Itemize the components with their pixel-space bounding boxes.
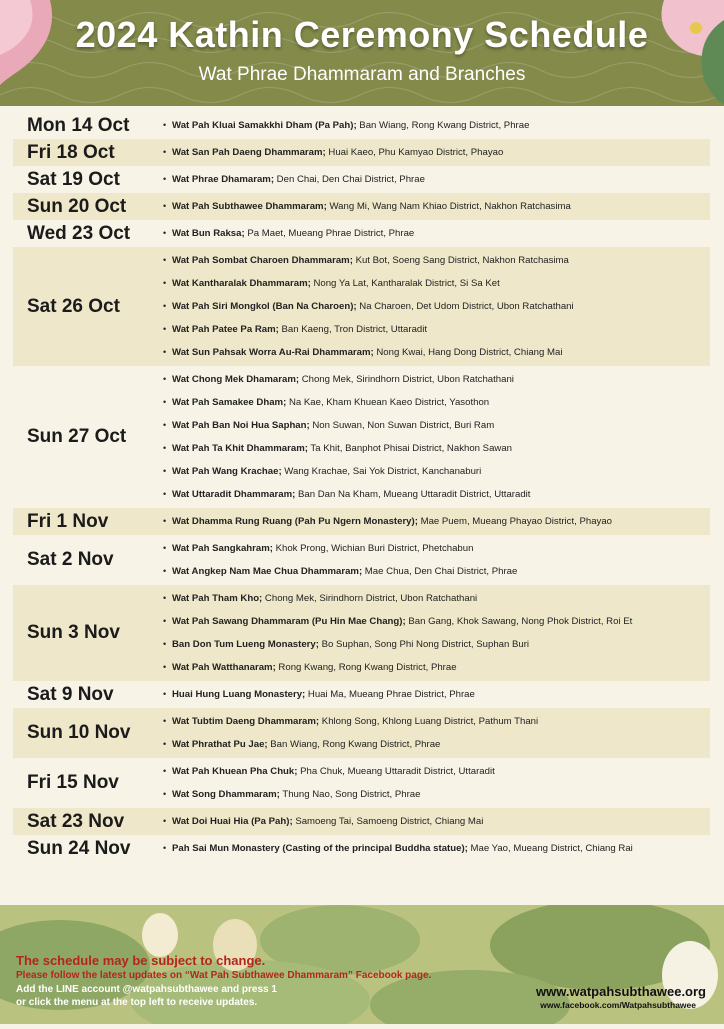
schedule-date: Sun 27 Oct [27, 426, 127, 447]
temple-location: Na Kae, Kham Khuean Kaeo District, Yasothon [286, 397, 490, 408]
bullet-icon: • [163, 543, 167, 553]
bullet-icon: • [163, 301, 167, 311]
temple-entry [163, 683, 710, 706]
temple-list [163, 710, 710, 756]
temple-entry [163, 114, 710, 137]
schedule-date: Sat 2 Nov [27, 549, 114, 570]
temple-list [163, 141, 710, 164]
temple-location: Wang Krachae, Sai Yok District, Kanchanaburi [281, 466, 482, 477]
schedule-row [13, 193, 710, 220]
bullet-icon: • [163, 324, 167, 334]
temple-location: Ban Wiang, Rong Kwang District, Phrae [267, 739, 441, 750]
temple-name: Wat Sun Pahsak Worra Au-Rai Dhammaram; [172, 347, 374, 358]
schedule-date: Fri 18 Oct [27, 141, 115, 163]
temple-location: Rong Kwang, Rong Kwang District, Phrae [275, 662, 457, 673]
schedule-row [13, 535, 710, 585]
temple-location: Ban Dan Na Kham, Mueang Uttaradit District, Uttaradit [295, 489, 531, 500]
temple-entry [163, 295, 710, 318]
temple-location: Den Chai, Den Chai District, Phrae [274, 174, 425, 185]
footer-follow-text: Please follow the latest updates on “Wat Pah Subthawee Dhammaram” Facebook page. [16, 970, 432, 981]
bullet-icon: • [163, 489, 167, 499]
bullet-icon: • [163, 816, 167, 826]
temple-location: Khok Prong, Wichian Buri District, Phetchabun [272, 543, 474, 554]
temple-name: Wat Pah Wang Krachae; [172, 466, 282, 477]
temple-list [163, 222, 710, 245]
temple-name: Wat Pah Khuean Pha Chuk; [172, 766, 298, 777]
temple-name: Wat Pah Sangkahram; [172, 543, 273, 554]
schedule-date: Fri 15 Nov [27, 772, 119, 793]
bullet-icon: • [163, 347, 167, 357]
schedule-date: Sun 24 Nov [27, 837, 131, 859]
temple-list [163, 683, 710, 706]
schedule-table [13, 112, 710, 862]
temple-location: Ta Khit, Banphot Phisai District, Nakhon Sawan [307, 443, 513, 454]
temple-name: Wat Pah Ta Khit Dhammaram; [172, 443, 308, 454]
temple-entry [163, 710, 710, 733]
temple-entry [163, 610, 710, 633]
temple-name: Wat Dhamma Rung Ruang (Pah Pu Ngern Monastery); [172, 516, 418, 527]
temple-name: Wat Phrathat Pu Jae; [172, 739, 268, 750]
temple-list [163, 114, 710, 137]
temple-entry [163, 168, 710, 191]
bullet-icon: • [163, 739, 167, 749]
temple-list [163, 810, 710, 833]
bullet-icon: • [163, 174, 167, 184]
bullet-icon: • [163, 420, 167, 430]
schedule-date: Sat 9 Nov [27, 683, 114, 705]
schedule-row [13, 366, 710, 508]
temple-location: Na Charoen, Det Udom District, Ubon Ratchathani [356, 301, 574, 312]
schedule-date: Sun 3 Nov [27, 622, 120, 643]
temple-entry [163, 414, 710, 437]
footer-notice: The schedule may be subject to change. [16, 953, 266, 968]
temple-entry [163, 733, 710, 756]
temple-name: Wat Bun Raksa; [172, 228, 245, 239]
temple-list [163, 249, 710, 364]
schedule-date: Mon 14 Oct [27, 114, 130, 136]
facebook-link[interactable]: www.facebook.com/Watpahsubthawee [540, 1000, 696, 1010]
temple-list [163, 587, 710, 679]
temple-list [163, 168, 710, 191]
bullet-icon: • [163, 566, 167, 576]
schedule-row [13, 166, 710, 193]
schedule-date: Sat 26 Oct [27, 295, 120, 317]
temple-name: Wat Tubtim Daeng Dhammaram; [172, 716, 320, 727]
schedule-date: Sat 19 Oct [27, 168, 120, 190]
temple-entry [163, 510, 710, 533]
bullet-icon: • [163, 255, 167, 265]
temple-entry [163, 560, 710, 583]
temple-entry [163, 656, 710, 679]
temple-entry [163, 341, 710, 364]
footer-menu-text: or click the menu at the top left to receive updates. [16, 997, 258, 1008]
schedule-row [13, 585, 710, 681]
temple-name: Wat Pah Patee Pa Ram; [172, 324, 279, 335]
temple-list [163, 760, 710, 806]
temple-entry [163, 587, 710, 610]
bullet-icon: • [163, 374, 167, 384]
temple-location: Khlong Song, Khlong Luang District, Pathum Thani [319, 716, 539, 727]
temple-name: Wat Pah Tham Kho; [172, 593, 263, 604]
temple-entry [163, 837, 710, 860]
website-link[interactable]: www.watpahsubthawee.org [536, 984, 706, 999]
temple-name: Wat Pah Watthanaram; [172, 662, 276, 673]
temple-name: Wat Uttaradit Dhammaram; [172, 489, 296, 500]
temple-location: Bo Suphan, Song Phi Nong District, Suphan Buri [318, 639, 530, 650]
temple-list [163, 837, 710, 860]
temple-location: Huai Kaeo, Phu Kamyao District, Phayao [325, 147, 504, 158]
bullet-icon: • [163, 843, 167, 853]
temple-list [163, 537, 710, 583]
footer-line-text: Add the LINE account @watpahsubthawee and press 1 [16, 984, 277, 995]
schedule-row [13, 808, 710, 835]
temple-location: Ban Gang, Khok Sawang, Nong Phok District, Roi Et [405, 616, 633, 627]
temple-location: Ban Kaeng, Tron District, Uttaradit [278, 324, 428, 335]
schedule-date: Sun 20 Oct [27, 195, 127, 217]
temple-name: Wat San Pah Daeng Dhammaram; [172, 147, 326, 158]
bullet-icon: • [163, 147, 167, 157]
temple-name: Wat Doi Huai Hia (Pa Pah); [172, 816, 293, 827]
bullet-icon: • [163, 397, 167, 407]
schedule-row [13, 758, 710, 808]
temple-location: Kut Bot, Soeng Sang District, Nakhon Ratchasima [352, 255, 569, 266]
schedule-date: Sat 23 Nov [27, 810, 125, 832]
temple-entry [163, 195, 710, 218]
temple-location: Non Suwan, Non Suwan District, Buri Ram [309, 420, 495, 431]
bullet-icon: • [163, 278, 167, 288]
temple-name: Wat Pah Sombat Charoen Dhammaram; [172, 255, 353, 266]
temple-name: Wat Chong Mek Dhamaram; [172, 374, 300, 385]
page-subtitle: Wat Phrae Dhammaram and Branches [198, 64, 526, 85]
schedule-row [13, 247, 710, 366]
schedule-row [13, 112, 710, 139]
temple-name: Wat Pah Ban Noi Hua Saphan; [172, 420, 310, 431]
bullet-icon: • [163, 766, 167, 776]
temple-location: Samoeng Tai, Samoeng District, Chiang Mai [292, 816, 484, 827]
temple-entry [163, 537, 710, 560]
schedule-row [13, 835, 710, 862]
bullet-icon: • [163, 593, 167, 603]
temple-entry [163, 783, 710, 806]
bullet-icon: • [163, 228, 167, 238]
bullet-icon: • [163, 516, 167, 526]
schedule-row [13, 681, 710, 708]
temple-location: Chong Mek, Sirindhorn District, Ubon Ratchathani [299, 374, 514, 385]
bullet-icon: • [163, 639, 167, 649]
temple-location: Mae Yao, Mueang District, Chiang Rai [467, 843, 633, 854]
temple-name: Wat Pah Samakee Dham; [172, 397, 287, 408]
temple-name: Huai Hung Luang Monastery; [172, 689, 306, 700]
temple-entry [163, 633, 710, 656]
temple-entry [163, 483, 710, 506]
temple-entry [163, 141, 710, 164]
temple-list [163, 368, 710, 506]
temple-entry [163, 760, 710, 783]
temple-entry [163, 222, 710, 245]
temple-entry [163, 460, 710, 483]
temple-entry [163, 391, 710, 414]
temple-location: Thung Nao, Song District, Phrae [279, 789, 421, 800]
schedule-row [13, 220, 710, 247]
schedule-date: Sun 10 Nov [27, 722, 131, 743]
temple-entry [163, 272, 710, 295]
schedule-date: Wed 23 Oct [27, 222, 131, 244]
bullet-icon: • [163, 616, 167, 626]
temple-location: Huai Ma, Mueang Phrae District, Phrae [305, 689, 475, 700]
temple-list [163, 195, 710, 218]
temple-name: Wat Pah Sawang Dhammaram (Pu Hin Mae Chang); [172, 616, 406, 627]
temple-name: Wat Phrae Dhamaram; [172, 174, 275, 185]
temple-name: Ban Don Tum Lueng Monastery; [172, 639, 319, 650]
temple-name: Wat Pah Subthawee Dhammaram; [172, 201, 327, 212]
temple-location: Mae Puem, Mueang Phayao District, Phayao [417, 516, 613, 527]
temple-entry [163, 437, 710, 460]
temple-entry [163, 368, 710, 391]
temple-location: Nong Ya Lat, Kantharalak District, Si Sa Ket [310, 278, 500, 289]
temple-location: Ban Wiang, Rong Kwang District, Phrae [356, 120, 530, 131]
schedule-row [13, 708, 710, 758]
bullet-icon: • [163, 689, 167, 699]
temple-name: Wat Song Dhammaram; [172, 789, 280, 800]
temple-name: Wat Kantharalak Dhammaram; [172, 278, 311, 289]
temple-name: Wat Pah Siri Mongkol (Ban Na Charoen); [172, 301, 357, 312]
temple-entry [163, 249, 710, 272]
bullet-icon: • [163, 466, 167, 476]
bullet-icon: • [163, 716, 167, 726]
bullet-icon: • [163, 120, 167, 130]
bullet-icon: • [163, 662, 167, 672]
bullet-icon: • [163, 789, 167, 799]
temple-name: Pah Sai Mun Monastery (Casting of the principal Buddha statue); [172, 843, 468, 854]
temple-entry [163, 318, 710, 341]
temple-name: Wat Pah Kluai Samakkhi Dham (Pa Pah); [172, 120, 357, 131]
temple-list [163, 510, 710, 533]
temple-location: Mae Chua, Den Chai District, Phrae [362, 566, 518, 577]
temple-name: Wat Angkep Nam Mae Chua Dhammaram; [172, 566, 363, 577]
page-title: 2024 Kathin Ceremony Schedule [75, 14, 649, 55]
temple-location: Wang Mi, Wang Nam Khiao District, Nakhon Ratchasima [326, 201, 571, 212]
temple-location: Chong Mek, Sirindhorn District, Ubon Ratchathani [262, 593, 478, 604]
schedule-row [13, 508, 710, 535]
temple-location: Nong Kwai, Hang Dong District, Chiang Mai [373, 347, 563, 358]
temple-location: Pa Maet, Mueang Phrae District, Phrae [244, 228, 415, 239]
schedule-row [13, 139, 710, 166]
bullet-icon: • [163, 443, 167, 453]
temple-entry [163, 810, 710, 833]
temple-location: Pha Chuk, Mueang Uttaradit District, Uttaradit [297, 766, 495, 777]
schedule-date: Fri 1 Nov [27, 510, 109, 532]
bullet-icon: • [163, 201, 167, 211]
header-banner [0, 0, 724, 106]
